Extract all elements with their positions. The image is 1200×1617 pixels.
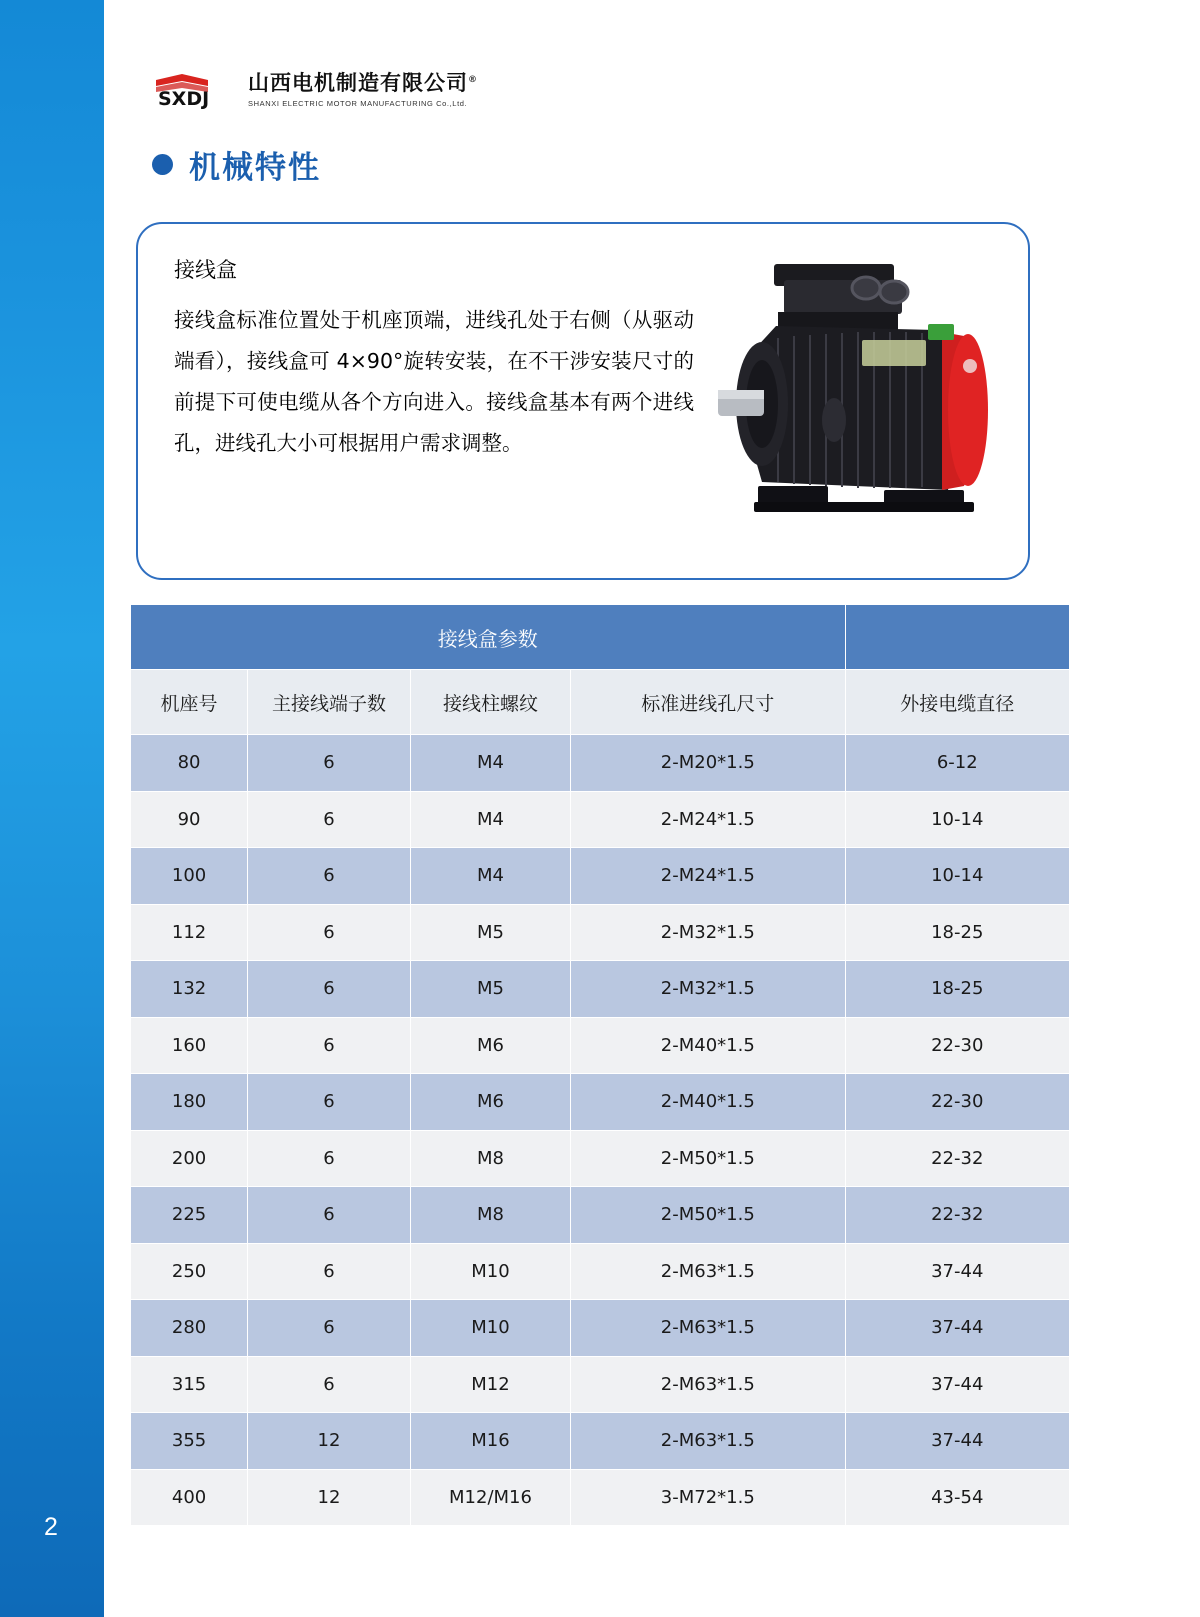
table-column-header-row xyxy=(131,670,1070,735)
cell-frame-size: 280 xyxy=(131,1300,248,1357)
logo-company-en: SHANXI ELECTRIC MOTOR MANUFACTURING Co.,Ltd. xyxy=(248,98,468,108)
table-row xyxy=(131,1130,1070,1187)
table-row xyxy=(131,791,1070,848)
table-main-header-blank xyxy=(845,605,1070,670)
cell-frame-size: 90 xyxy=(131,791,248,848)
cell-entry-hole-size: 2-M24*1.5 xyxy=(571,791,845,848)
logo-text-block xyxy=(248,72,478,107)
table-row xyxy=(131,1017,1070,1074)
cell-terminal-count: 6 xyxy=(248,1356,411,1413)
cell-cable-diameter: 10-14 xyxy=(845,791,1070,848)
cell-cable-diameter: 18-25 xyxy=(845,961,1070,1018)
cell-cable-diameter: 43-54 xyxy=(845,1469,1070,1526)
table-row xyxy=(131,1469,1070,1526)
cell-frame-size: 315 xyxy=(131,1356,248,1413)
cell-frame-size: 400 xyxy=(131,1469,248,1526)
cell-entry-hole-size: 2-M40*1.5 xyxy=(571,1074,845,1131)
table-row xyxy=(131,1413,1070,1470)
cell-terminal-count: 6 xyxy=(248,1017,411,1074)
column-header-terminal-count: 主接线端子数 xyxy=(248,670,411,735)
cell-cable-diameter: 37-44 xyxy=(845,1413,1070,1470)
cell-cable-diameter: 6-12 xyxy=(845,735,1070,792)
cell-frame-size: 200 xyxy=(131,1130,248,1187)
sxdj-logo-icon xyxy=(152,70,238,110)
table-row xyxy=(131,1074,1070,1131)
cell-terminal-thread: M4 xyxy=(410,791,570,848)
cell-terminal-thread: M5 xyxy=(410,904,570,961)
cell-frame-size: 225 xyxy=(131,1187,248,1244)
cell-frame-size: 250 xyxy=(131,1243,248,1300)
cell-terminal-count: 6 xyxy=(248,791,411,848)
cell-terminal-count: 6 xyxy=(248,848,411,905)
left-color-band xyxy=(0,0,104,1617)
cell-terminal-thread: M12/M16 xyxy=(410,1469,570,1526)
table-row xyxy=(131,904,1070,961)
cell-terminal-thread: M12 xyxy=(410,1356,570,1413)
cell-entry-hole-size: 2-M50*1.5 xyxy=(571,1130,845,1187)
cell-entry-hole-size: 3-M72*1.5 xyxy=(571,1469,845,1526)
cell-cable-diameter: 37-44 xyxy=(845,1356,1070,1413)
cell-entry-hole-size: 2-M63*1.5 xyxy=(571,1413,845,1470)
cell-frame-size: 112 xyxy=(131,904,248,961)
cell-terminal-count: 6 xyxy=(248,1187,411,1244)
cell-cable-diameter: 22-32 xyxy=(845,1187,1070,1244)
cell-terminal-count: 6 xyxy=(248,904,411,961)
cell-frame-size: 100 xyxy=(131,848,248,905)
page-number: 2 xyxy=(44,1513,58,1541)
cell-cable-diameter: 22-32 xyxy=(845,1130,1070,1187)
svg-text:SXDJ: SXDJ xyxy=(158,88,210,110)
info-card-body: 接线盒标准位置处于机座顶端，进线孔处于右侧（从驱动端看），接线盒可 4×90°旋转安装，在不干涉安装尺寸的前提下可使电缆从各个方向进入。接线盒基本有两个进线孔，进线孔大小可根据用户需求调整。 xyxy=(174,308,694,455)
cell-frame-size: 355 xyxy=(131,1413,248,1470)
cell-entry-hole-size: 2-M63*1.5 xyxy=(571,1300,845,1357)
column-header-cable-diameter: 外接电缆直径 xyxy=(845,670,1070,735)
table-row xyxy=(131,1300,1070,1357)
cell-entry-hole-size: 2-M20*1.5 xyxy=(571,735,845,792)
table-row xyxy=(131,961,1070,1018)
table-row xyxy=(131,848,1070,905)
logo-company-cn-text: 山西电机制造有限公司 xyxy=(248,71,468,96)
cell-entry-hole-size: 2-M63*1.5 xyxy=(571,1356,845,1413)
logo-company-cn xyxy=(248,72,478,95)
cell-terminal-count: 6 xyxy=(248,735,411,792)
table-row xyxy=(131,1243,1070,1300)
cell-frame-size: 80 xyxy=(131,735,248,792)
cell-cable-diameter: 37-44 xyxy=(845,1243,1070,1300)
cell-terminal-count: 6 xyxy=(248,961,411,1018)
cell-cable-diameter: 22-30 xyxy=(845,1074,1070,1131)
cell-terminal-count: 6 xyxy=(248,1243,411,1300)
cell-terminal-count: 6 xyxy=(248,1130,411,1187)
table-main-header: 接线盒参数 xyxy=(131,605,846,670)
cell-terminal-thread: M6 xyxy=(410,1017,570,1074)
cell-terminal-thread: M5 xyxy=(410,961,570,1018)
cell-terminal-count: 6 xyxy=(248,1300,411,1357)
cell-cable-diameter: 18-25 xyxy=(845,904,1070,961)
cell-entry-hole-size: 2-M32*1.5 xyxy=(571,904,845,961)
cell-cable-diameter: 10-14 xyxy=(845,848,1070,905)
table-row xyxy=(131,1356,1070,1413)
column-header-terminal-thread: 接线柱螺纹 xyxy=(410,670,570,735)
table-head xyxy=(131,605,1070,670)
cell-terminal-thread: M16 xyxy=(410,1413,570,1470)
cell-terminal-count: 6 xyxy=(248,1074,411,1131)
page-title: 机械特性 xyxy=(189,150,321,186)
cell-terminal-count: 12 xyxy=(248,1469,411,1526)
table-body xyxy=(131,670,1070,1526)
column-header-entry-hole-size: 标准进线孔尺寸 xyxy=(571,670,845,735)
motor-photo xyxy=(718,254,1008,549)
cell-terminal-thread: M4 xyxy=(410,735,570,792)
cell-entry-hole-size: 2-M40*1.5 xyxy=(571,1017,845,1074)
column-header-frame-size: 机座号 xyxy=(131,670,248,735)
cell-cable-diameter: 37-44 xyxy=(845,1300,1070,1357)
info-card xyxy=(136,222,1030,580)
cell-terminal-thread: M8 xyxy=(410,1130,570,1187)
cell-entry-hole-size: 2-M24*1.5 xyxy=(571,848,845,905)
company-logo xyxy=(152,70,478,110)
cell-terminal-thread: M4 xyxy=(410,848,570,905)
cell-frame-size: 180 xyxy=(131,1074,248,1131)
cell-frame-size: 160 xyxy=(131,1017,248,1074)
cell-entry-hole-size: 2-M63*1.5 xyxy=(571,1243,845,1300)
bullet-dot-icon xyxy=(152,154,173,175)
cell-terminal-thread: M8 xyxy=(410,1187,570,1244)
cell-entry-hole-size: 2-M32*1.5 xyxy=(571,961,845,1018)
table-row xyxy=(131,1187,1070,1244)
section-heading xyxy=(152,142,321,187)
cell-terminal-thread: M10 xyxy=(410,1300,570,1357)
cell-cable-diameter: 22-30 xyxy=(845,1017,1070,1074)
cell-frame-size: 132 xyxy=(131,961,248,1018)
cell-terminal-thread: M10 xyxy=(410,1243,570,1300)
table-main-header-row xyxy=(131,605,1070,670)
boxparams-table xyxy=(130,604,1070,1526)
cell-terminal-count: 12 xyxy=(248,1413,411,1470)
registered-mark-icon: ® xyxy=(468,75,478,86)
cell-entry-hole-size: 2-M50*1.5 xyxy=(571,1187,845,1244)
cell-terminal-thread: M6 xyxy=(410,1074,570,1131)
info-card-title: 接线盒 xyxy=(174,258,237,282)
table-row xyxy=(131,735,1070,792)
